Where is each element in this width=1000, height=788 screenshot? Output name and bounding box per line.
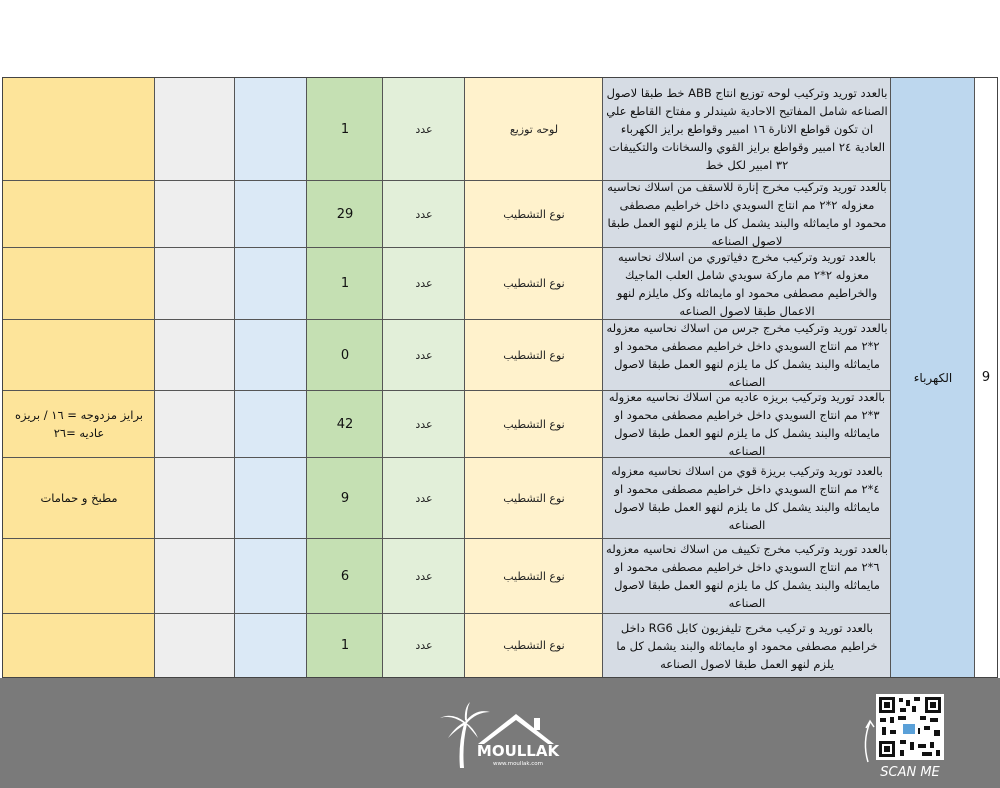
blank-gray-cell: [155, 181, 235, 248]
description-cell: بالعدد توريد و تركيب مخرج تليفزيون كابل RG6 داخل خراطيم مصطفى محمود او مايماثله والبند يشمل كل ما يلزم لنهو العمل طبقا لاصول الصناعه: [616, 620, 878, 671]
scan-me-label: SCAN ME: [880, 765, 940, 780]
quantity-cell: 42: [307, 391, 383, 458]
item-cell: نوع التشطيب: [465, 458, 603, 539]
qr-center-logo-icon: [903, 724, 915, 734]
brand-name: MOULLAK: [476, 742, 560, 760]
unit-cell: عدد: [383, 320, 465, 391]
description-cell: بالعدد توريد وتركيب لوحه توزيع انتاج ABB خط طبقا لاصول الصناعه شامل المفاتيح الاحادية شيندلر و مفتاح القاطع علي ان تكون قواطع الانارة ١٦ امبير وقواطع برايز الكهرباء العادية ٢٤ امبير وقواطع برايز القوي والسخانات والتكييفات ٣٢ امبير لكل خط: [603, 78, 891, 181]
description-cell: بالعدد توريد وتركيب مخرج دفياتوري من اسلاك نحاسيه معزوله ٢*٢ مم ماركة سويدي شامل العلب الماجيك والخراطيم مصطفى محمود او مايماثله وكل مايلزم لنهو الاعمال طبقا لاصول الصناعه: [603, 248, 891, 320]
description-cell: بالعدد توريد وتركيب بريزة قوي من اسلاك نحاسيه معزوله ٤*٢ مم انتاج السويدي داخل خراطيم مصطفى محمود او مايماثله والبند يشمل كل ما يلزم لنهو العمل طبقا لاصول الصناعه: [603, 458, 891, 539]
quantity-cell: 0: [307, 320, 383, 391]
blank-gray-cell: [155, 78, 235, 181]
item-cell: نوع التشطيب: [465, 181, 603, 248]
blank-blue-cell: [235, 614, 307, 677]
quantity-cell: 1: [307, 78, 383, 181]
blank-blue-cell: [235, 181, 307, 248]
quantity-cell: 1: [340, 638, 350, 653]
unit-cell: عدد: [383, 181, 465, 248]
blank-gray-cell: [155, 391, 235, 458]
note-cell: [3, 181, 155, 248]
moullak-logo: [438, 700, 568, 775]
blank-blue-cell: [235, 78, 307, 181]
section-number: 9: [981, 370, 991, 385]
note-cell: [3, 320, 155, 391]
item-cell: نوع التشطيب: [465, 539, 603, 614]
description-cell: بالعدد توريد وتركيب مخرج إنارة للاسقف من اسلاك نحاسيه معزوله ٢*٢ مم انتاج السويدي داخل خراطيم مصطفى محمود او مايماثله والبند يشمل كل ما يلزم لنهو العمل طبقا لاصول الصناعه: [603, 181, 891, 248]
blank-gray-cell: [155, 539, 235, 614]
blank-gray-cell: [155, 614, 235, 677]
description-cell: بالعدد توريد وتركيب بريزه عاديه من اسلاك نحاسيه معزوله ٣*٢ مم انتاج السويدي داخل خراطيم مصطفى محمود او مايماثله والبند يشمل كل ما يلزم لنهو العمل طبقا لاصول الصناعه: [603, 391, 891, 458]
note-cell: [3, 248, 155, 320]
quantity-cell: 1: [307, 248, 383, 320]
note-cell: مطبخ و حمامات: [3, 458, 155, 539]
blank-blue-cell: [235, 391, 307, 458]
note-cell: [3, 539, 155, 614]
item-cell: نوع التشطيب: [465, 391, 603, 458]
item-cell: نوع التشطيب: [465, 248, 603, 320]
item-cell: نوع التشطيب: [503, 639, 565, 652]
blank-blue-cell: [235, 320, 307, 391]
description-cell: بالعدد توريد وتركيب مخرج تكييف من اسلاك نحاسيه معزوله ٦*٢ مم انتاج السويدي داخل خراطيم مصطفى محمود او مايماثله والبند يشمل كل ما يلزم لنهو العمل طبقا لاصول الصناعه: [603, 539, 891, 614]
blank-gray-cell: [155, 320, 235, 391]
qr-code[interactable]: [860, 692, 952, 782]
unit-cell: عدد: [383, 539, 465, 614]
item-cell: لوحه توزيع: [465, 78, 603, 181]
note-cell: [3, 614, 155, 677]
brand-website: www.moullak.com: [492, 761, 544, 767]
blank-blue-cell: [235, 458, 307, 539]
blank-gray-cell: [155, 248, 235, 320]
quantity-cell: 29: [307, 181, 383, 248]
unit-cell: عدد: [383, 248, 465, 320]
unit-cell: عدد: [383, 458, 465, 539]
blank-blue-cell: [235, 539, 307, 614]
quantity-cell: 6: [307, 539, 383, 614]
unit-cell: عدد: [383, 391, 465, 458]
item-cell: نوع التشطيب: [465, 320, 603, 391]
section-name: الكهرباء: [913, 370, 953, 385]
note-cell: [3, 78, 155, 181]
quantity-cell: 9: [307, 458, 383, 539]
note-cell: برايز مزدوجه = ١٦ / بريزه عاديه =٢٦: [3, 391, 155, 458]
description-cell: بالعدد توريد وتركيب مخرج جرس من اسلاك نحاسيه معزوله ٢*٢ مم انتاج السويدي داخل خراطيم مصطفى محمود او مايماثله والبند يشمل كل ما يلزم لنهو العمل طبقا لاصول الصناعه: [603, 320, 891, 391]
blank-gray-cell: [155, 458, 235, 539]
blank-blue-cell: [235, 248, 307, 320]
unit-cell: عدد: [383, 78, 465, 181]
boq-table: [2, 77, 998, 678]
unit-cell: عدد: [415, 639, 433, 652]
